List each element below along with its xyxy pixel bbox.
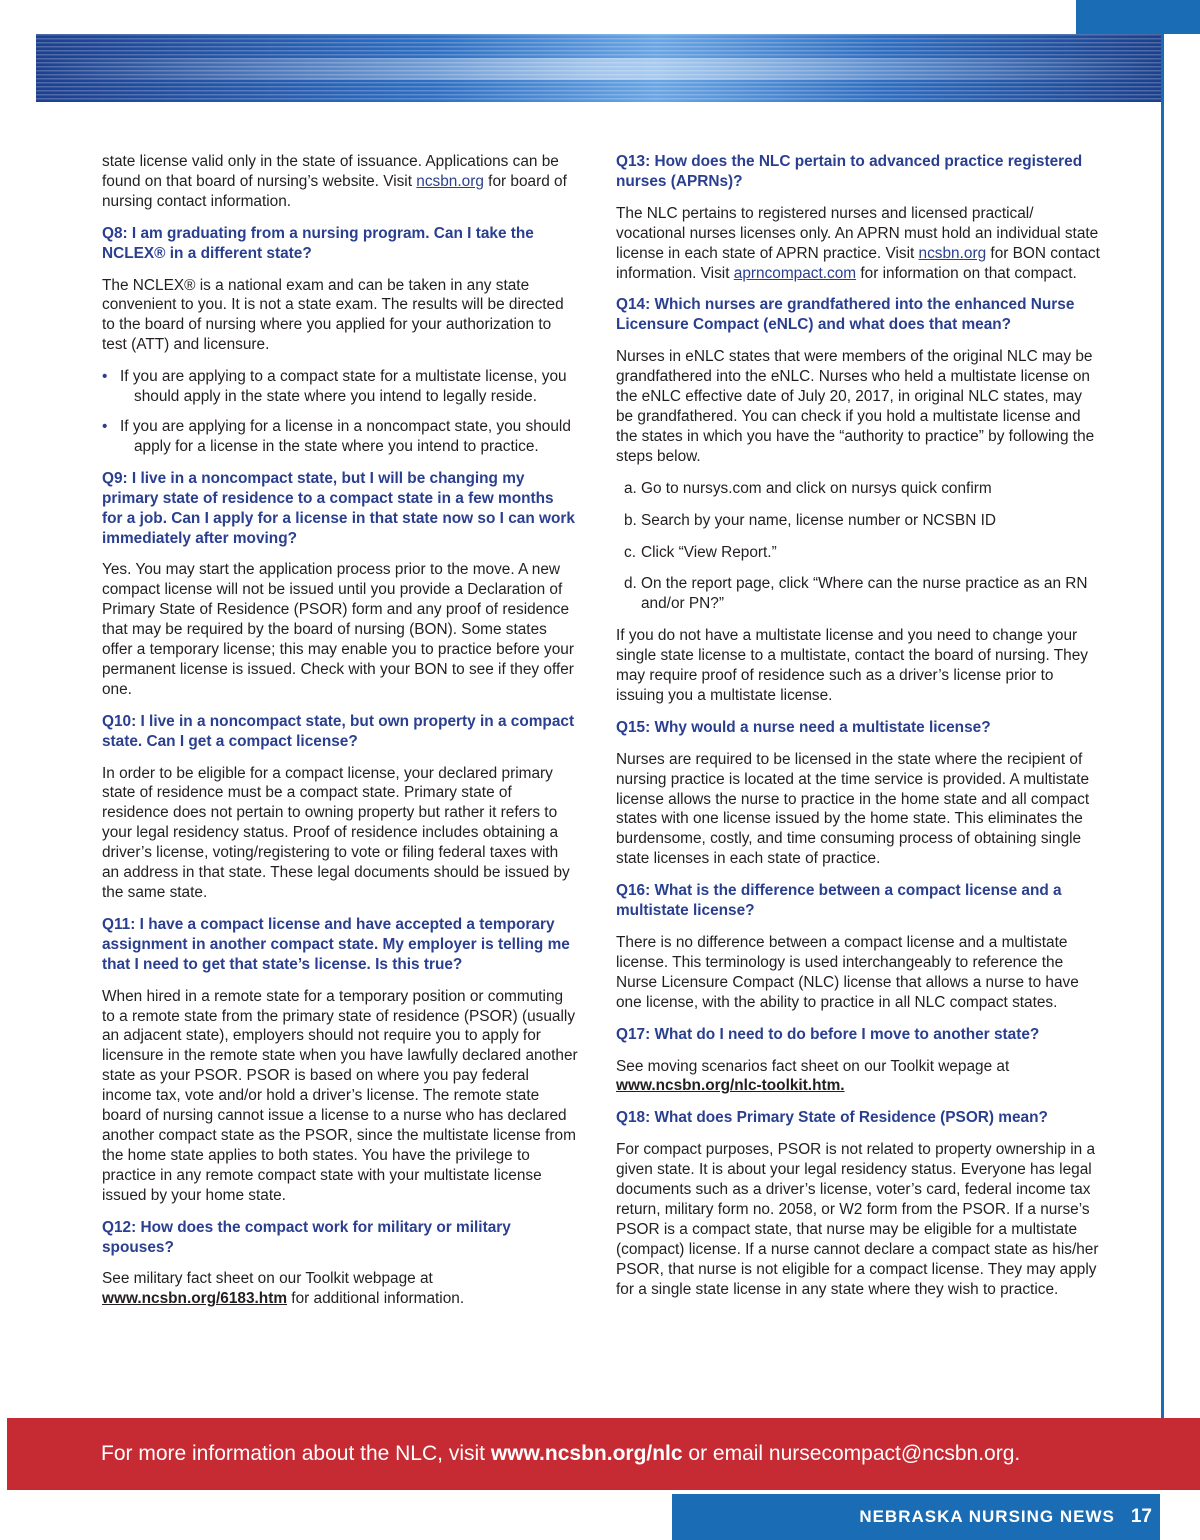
list-item: d. On the report page, click “Where can the nurse practice as an RN and/or PN?”	[624, 575, 1088, 613]
page-footer-tab	[672, 1494, 1160, 1540]
question-q11: Q11: I have a compact license and have accepted a temporary assignment in another compact state. My employer is telling me that I need to get that state’s license. Is this true?	[102, 915, 570, 973]
question-q8: Q8: I am graduating from a nursing program. Can I take the NCLEX® in a different state?	[102, 224, 534, 262]
right-column	[616, 152, 1100, 1312]
question-q12: Q12: How does the compact work for military or military spouses?	[102, 1218, 511, 1256]
answer-q8: The NCLEX® is a national exam and can be taken in any state convenient to you. It is not a state exam. The results will be directed to the board of nursing where you applied for your authorization to test (ATT) and licensure.	[102, 276, 564, 354]
list-item: • If you are applying to a compact state for a multistate license, you should apply in the state where you intend to legally reside.	[102, 368, 567, 406]
question-q17: Q17: What do I need to do before I move to another state?	[616, 1025, 1040, 1043]
answer-q18: For compact purposes, PSOR is not related to property ownership in a given state. It is about your legal residency status. Everyone has legal documents such as a driver’s license, voter’s card, federal income tax return, military form no. 2058, or W2 form from the PSOR. If a nurse’s PSOR is a compact state, that nurse may be eligible for a multistate (compact) license. If a nurse cannot declare a compact state as his/her PSOR, that nurse is not eligible for a compact license. They may apply for a single state license in any state where they wish to practice.	[616, 1141, 1099, 1298]
nlc-toolkit-link[interactable]: www.ncsbn.org/nlc-toolkit.htm.	[616, 1077, 845, 1095]
right-edge-rule	[1161, 34, 1164, 1419]
intro-paragraph: state license valid only in the state of issuance. Applications can be found on that board of nursing’s website. Visit ncsbn.org for board of nursing contact information.	[102, 153, 567, 210]
answer-q17: See moving scenarios fact sheet on our Toolkit wepage at www.ncsbn.org/nlc-toolkit.htm.	[616, 1057, 1010, 1095]
footer-info-bar	[7, 1418, 1200, 1490]
footer-text: For more information about the NLC, visit www.ncsbn.org/nlc or email nursecompact@ncsbn.org.	[101, 1442, 1021, 1465]
list-item: b. Search by your name, license number or NCSBN ID	[624, 511, 996, 529]
answer-q16: There is no difference between a compact license and a multistate license. This terminology is used interchangeably to reference the Nurse Licensure Compact (NLC) license that allows a nurse to have one license, with the ability to practice in all NLC compact states.	[616, 934, 1079, 1011]
question-q13: Q13: How does the NLC pertain to advanced practice registered nurses (APRNs)?	[616, 153, 1083, 190]
question-q16: Q16: What is the difference between a compact license and a multistate license?	[616, 882, 1062, 920]
bullet-mark: •	[102, 417, 108, 435]
ncsbn-link[interactable]: ncsbn.org	[416, 172, 484, 190]
bullet-mark: •	[102, 368, 108, 386]
nlc-website-link[interactable]: www.ncsbn.org/nlc	[490, 1442, 683, 1465]
military-fact-sheet-link[interactable]: www.ncsbn.org/6183.htm	[102, 1290, 288, 1308]
list-item: c. Click “View Report.”	[624, 543, 777, 561]
aprncompact-link[interactable]: aprncompact.com	[733, 264, 857, 282]
list-item: • If you are applying for a license in a noncompact state, you should apply for a license in the state where you intend to practice.	[102, 417, 571, 455]
header-banner-highlight	[36, 58, 1164, 80]
corner-color-block	[1076, 0, 1200, 34]
answer-q12: See military fact sheet on our Toolkit webpage at www.ncsbn.org/6183.htm for additional information.	[102, 1270, 465, 1308]
left-column	[102, 152, 578, 1321]
ncsbn-link[interactable]: ncsbn.org	[918, 244, 987, 262]
answer-q14-followup: If you do not have a multistate license and you need to change your single state license to a multistate, contact the board of nursing. They may require proof of residence such as a driver’s license prior to issuing you a multistate license.	[616, 627, 1088, 704]
page-number: 17	[1130, 1506, 1152, 1527]
question-q14: Q14: Which nurses are grandfathered into the enhanced Nurse Licensure Compact (eNLC) and what does that mean?	[616, 296, 1075, 334]
list-item: a. Go to nursys.com and click on nursys quick confirm	[624, 479, 992, 497]
question-q9: Q9: I live in a noncompact state, but I will be changing my primary state of residence to a compact state in a few months for a job. Can I apply for a license in that state now so I can work immediately after moving?	[102, 469, 575, 547]
answer-q14: Nurses in eNLC states that were members of the original NLC may be grandfathered into the eNLC. Nurses who held a multistate license on the eNLC effective date of July 20, 2017, in original NLC states, may be grandfathered. You can check if you hold a multistate license and the states in which you have the “authority to practice” by following the steps below.	[616, 348, 1095, 465]
publication-name: NEBRASKA NURSING NEWS	[859, 1507, 1115, 1526]
answer-q10: In order to be eligible for a compact license, your declared primary state of residence must be a compact state. Primary state of residence does not pertain to owning property but rather it refers to your legal residency status. Proof of residence includes obtaining a driver’s license, voting/registering to vote or filing federal taxes with an address in that state. These legal documents should be issued by the same state.	[102, 764, 570, 901]
question-q10: Q10: I live in a noncompact state, but own property in a compact state. Can I get a compact license?	[102, 712, 575, 750]
answer-q15: Nurses are required to be licensed in the state where the recipient of nursing practice is located at the time service is provided. A multistate license allows the nurse to practice in the home state and all compact states with one license issued by the home state. This eliminates the burdensome, costly, and time consuming process of obtaining single state licenses in each state of practice.	[616, 750, 1090, 868]
answer-q11: When hired in a remote state for a temporary position or commuting to a remote state from the primary state of residence (PSOR) (usually an adjacent state), employers should not require you to apply for licensure in the remote state when you have lawfully declared another state as your PSOR. PSOR is based on where you pay federal income tax, vote and/or hold a driver’s license. The remote state board of nursing cannot issue a license to a nurse who has declared another compact state as the PSOR, since the multistate license from the home state applies to both states. You have the privilege to practice in any remote compact state with your multistate license issued by your home state.	[102, 987, 578, 1204]
question-q15: Q15: Why would a nurse need a multistate license?	[616, 718, 991, 736]
answer-q13: The NLC pertains to registered nurses and licensed practical/ vocational nurses licenses only. An APRN must hold an individual state license in each state of APRN practice. Visit ncsbn.org for BON contact information. Visit aprncompact.com for information on that compact.	[616, 204, 1100, 282]
answer-q9: Yes. You may start the application process prior to the move. A new compact license will not be issued until you provide a Declaration of Primary State of Residence (PSOR) form and any proof of residence that may be required by the board of nursing (BON). Some states offer a temporary license; this may enable you to practice before your permanent license is issued. Check with your BON to see if they offer one.	[102, 561, 574, 698]
question-q18: Q18: What does Primary State of Residence (PSOR) mean?	[616, 1109, 1048, 1127]
